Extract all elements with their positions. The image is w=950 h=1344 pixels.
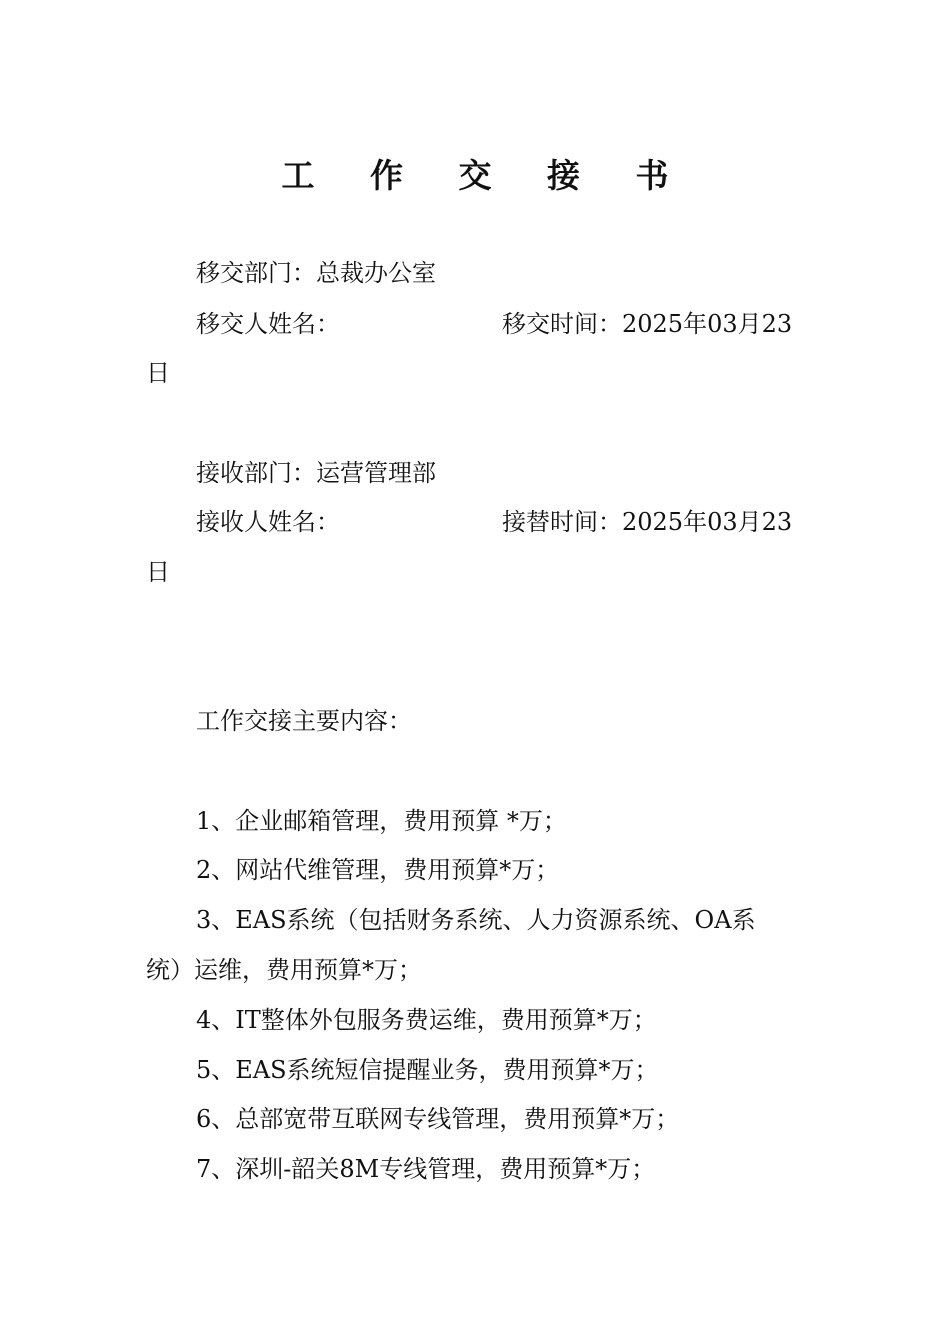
list-item: 5、EAS系统短信提醒业务，费用预算*万；	[196, 1056, 659, 1084]
list-item: 4、IT整体外包服务费运维，费用预算*万；	[196, 1006, 657, 1034]
list-item: 7、深圳-韶关8M专线管理，费用预算*万；	[196, 1155, 656, 1183]
list-item-continuation: 统）运维，费用预算*万；	[146, 956, 422, 984]
document-title: 工 作 交 接 书	[281, 156, 691, 195]
list-item: 1、企业邮箱管理，费用预算 *万；	[196, 807, 567, 835]
transfer-department: 移交部门：总裁办公室	[196, 259, 436, 287]
list-item: 2、网站代维管理，费用预算*万；	[196, 856, 560, 884]
receive-person-label: 接收人姓名：	[196, 508, 340, 536]
receive-time: 接替时间：2025年03月23	[502, 508, 793, 536]
list-item: 6、总部宽带互联网专线管理，费用预算*万；	[196, 1105, 680, 1133]
list-item: 3、EAS系统（包括财务系统、人力资源系统、OA系	[196, 906, 756, 934]
transfer-person-label: 移交人姓名：	[196, 310, 340, 338]
transfer-time-tail: 日	[146, 359, 170, 387]
content-heading: 工作交接主要内容：	[196, 707, 412, 735]
transfer-time: 移交时间：2025年03月23	[502, 310, 793, 338]
receive-department: 接收部门：运营管理部	[196, 459, 436, 487]
receive-time-tail: 日	[146, 558, 170, 586]
